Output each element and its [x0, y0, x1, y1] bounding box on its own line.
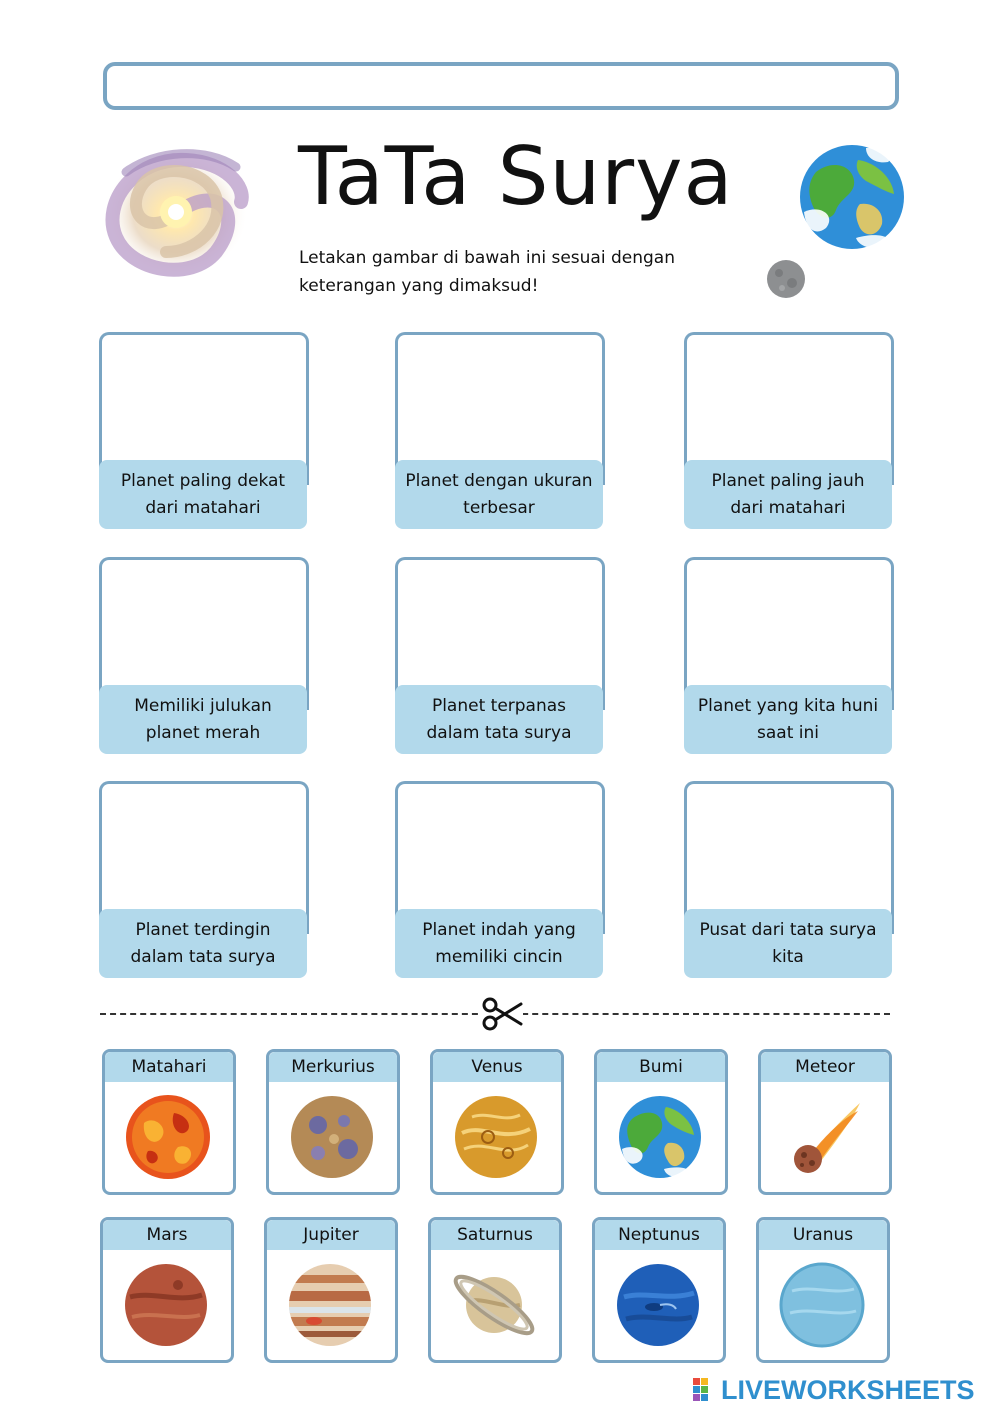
planet-card-meteor[interactable] [758, 1049, 890, 1193]
drop-zone-label [99, 460, 307, 529]
card-label: Matahari [105, 1052, 233, 1082]
earth-icon [616, 1093, 704, 1181]
drop-zone-label [395, 909, 603, 978]
label-line: Memiliki julukan [134, 695, 272, 716]
planet-card-mars[interactable] [100, 1217, 232, 1361]
brand-name: LIVEWORKSHEETS [721, 1374, 975, 1405]
label-line: Planet indah yang [422, 919, 576, 940]
page-title: TaTa Surya [298, 130, 734, 223]
liveworksheets-logo-icon [693, 1378, 717, 1402]
card-label: Uranus [759, 1220, 887, 1250]
label-line: terbesar [463, 497, 535, 518]
sun-icon [124, 1093, 212, 1181]
drop-zone[interactable] [99, 332, 309, 532]
scissors-icon [481, 997, 523, 1031]
label-line: dalam tata surya [426, 722, 572, 743]
card-label: Jupiter [267, 1220, 395, 1250]
neptune-icon [614, 1261, 702, 1349]
label-line: kita [772, 946, 804, 967]
drop-zone-label [99, 685, 307, 754]
label-line: Planet terdingin [135, 919, 271, 940]
drop-zone[interactable] [395, 332, 605, 532]
drop-zone-label [99, 909, 307, 978]
jupiter-icon [286, 1261, 374, 1349]
label-line: Planet terpanas [431, 695, 567, 716]
drop-zone[interactable] [395, 781, 605, 981]
moon-icon [766, 259, 806, 299]
card-label: Mars [103, 1220, 231, 1250]
label-line: Planet dengan ukuran [405, 470, 593, 491]
uranus-icon [778, 1261, 866, 1349]
mercury-icon [288, 1093, 376, 1181]
venus-icon [452, 1093, 540, 1181]
drop-zone-label [395, 685, 603, 754]
drop-zone[interactable] [99, 781, 309, 981]
mars-icon [122, 1261, 210, 1349]
drop-zone[interactable] [684, 557, 894, 757]
label-line: dari matahari [145, 497, 261, 518]
earth-icon [796, 142, 908, 252]
drop-zone-label [684, 460, 892, 529]
galaxy-icon [96, 142, 256, 292]
card-label: Saturnus [431, 1220, 559, 1250]
planet-card-uranus[interactable] [756, 1217, 888, 1361]
card-label: Venus [433, 1052, 561, 1082]
label-line: dalam tata surya [130, 946, 276, 967]
card-label: Neptunus [595, 1220, 723, 1250]
drop-zone-label [684, 909, 892, 978]
card-label: Bumi [597, 1052, 725, 1082]
card-label: Meteor [761, 1052, 889, 1082]
planet-card-matahari[interactable] [102, 1049, 234, 1193]
meteor-icon [780, 1093, 868, 1181]
label-line: Planet paling dekat [120, 470, 286, 491]
instruction-text [299, 244, 729, 300]
label-line: planet merah [145, 722, 261, 743]
name-input-box[interactable] [103, 62, 899, 110]
brand-logo [693, 1374, 993, 1406]
label-line: Planet paling jauh [711, 470, 865, 491]
planet-card-bumi[interactable] [594, 1049, 726, 1193]
planet-card-jupiter[interactable] [264, 1217, 396, 1361]
saturn-icon [450, 1261, 538, 1349]
planet-card-saturnus[interactable] [428, 1217, 560, 1361]
card-label: Merkurius [269, 1052, 397, 1082]
label-line: saat ini [757, 722, 819, 743]
drop-zone[interactable] [684, 781, 894, 981]
instruction-line-1: Letakan gambar di bawah ini sesuai dengan [299, 248, 675, 268]
label-line: Planet yang kita huni [697, 695, 879, 716]
planet-card-merkurius[interactable] [266, 1049, 398, 1193]
label-line: Pusat dari tata surya [699, 919, 877, 940]
instruction-line-2: keterangan yang dimaksud! [299, 276, 539, 296]
planet-card-neptunus[interactable] [592, 1217, 724, 1361]
drop-zone-label [684, 685, 892, 754]
drop-zone-label [395, 460, 603, 529]
planet-card-venus[interactable] [430, 1049, 562, 1193]
label-line: memiliki cincin [435, 946, 563, 967]
drop-zone[interactable] [99, 557, 309, 757]
label-line: dari matahari [730, 497, 846, 518]
drop-zone[interactable] [395, 557, 605, 757]
drop-zone[interactable] [684, 332, 894, 532]
